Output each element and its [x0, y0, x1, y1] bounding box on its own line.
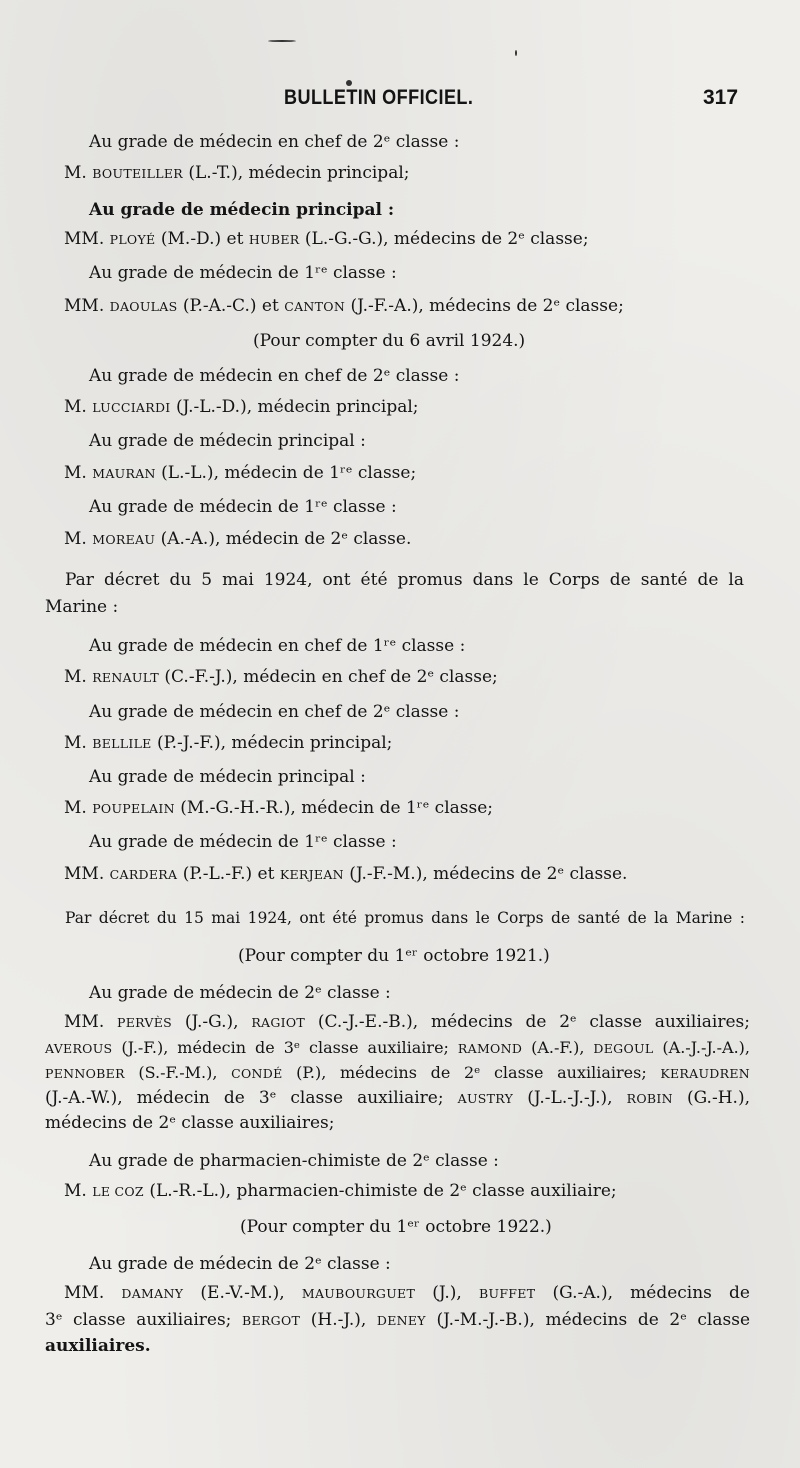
- grade-heading: Au grade de médecin de 1ʳᵉ classe :: [89, 263, 397, 283]
- surname: PENNOBER: [45, 1066, 125, 1081]
- grade-heading: Au grade de pharmacien-chimiste de 2ᵉ classe :: [89, 1151, 499, 1171]
- effective-date: (Pour compter du 1ᵉʳ octobre 1921.): [238, 946, 550, 966]
- surname: POUPELAIN: [92, 801, 175, 816]
- page-header: [0, 86, 800, 116]
- nomination-detail: (J.-G.),: [172, 1012, 252, 1032]
- grade-heading: Au grade de médecin de 1ʳᵉ classe :: [89, 832, 397, 852]
- nomination-line: [64, 1283, 750, 1304]
- effective-date: (Pour compter du 6 avril 1924.): [253, 331, 526, 351]
- nomination-detail: (S.-F.-M.),: [124, 1063, 232, 1082]
- nomination-detail: (L.-R.-L.), pharmacien-chimiste de 2ᵉ classe auxiliaire;: [143, 1181, 617, 1201]
- surname: CANTON: [284, 299, 346, 314]
- nomination-line: [64, 397, 419, 418]
- nomination-detail: (J.-F.-A.), médecins de 2ᵉ classe;: [345, 296, 624, 316]
- prefix: M.: [64, 798, 93, 818]
- nomination-detail: 3ᵉ classe auxiliaires;: [45, 1310, 243, 1330]
- grade-heading: Au grade de médecin de 2ᵉ classe :: [89, 983, 391, 1003]
- grade-heading: Au grade de médecin de 2ᵉ classe :: [89, 1254, 391, 1274]
- grade-heading: Au grade de médecin en chef de 2ᵉ classe :: [89, 132, 460, 152]
- nomination-line: [64, 1012, 750, 1033]
- grade-heading: Au grade de médecin principal :: [89, 200, 395, 220]
- nomination-detail: (L.-L.), médecin de 1ʳᵉ classe;: [155, 463, 417, 483]
- decree-paragraph: Marine :: [45, 597, 119, 617]
- nomination-detail: (J.-L.-J.-J.),: [513, 1088, 627, 1108]
- nomination-line: [64, 296, 624, 317]
- prefix: M.: [64, 463, 93, 483]
- prefix: M.: [64, 397, 93, 417]
- surname: DAMANY: [121, 1286, 184, 1301]
- nomination-detail: (L.-T.), médecin principal;: [182, 163, 410, 183]
- nomination-line: [64, 667, 498, 688]
- nomination-detail: (P.), médecins de 2ᵉ classe auxiliaires;: [282, 1063, 661, 1082]
- scan-speck: [268, 40, 296, 42]
- effective-date: (Pour compter du 1ᵉʳ octobre 1922.): [240, 1217, 552, 1237]
- prefix: MM.: [64, 1283, 122, 1303]
- nomination-detail: (P.-J.-F.), médecin principal;: [151, 733, 393, 753]
- nomination-line: médecins de 2ᵉ classe auxiliaires;: [45, 1113, 335, 1133]
- nomination-line: [64, 733, 392, 754]
- nomination-detail: (A.-J.-J.-A.),: [653, 1038, 750, 1057]
- nomination-line: [64, 229, 589, 250]
- surname: AVEROUS: [45, 1041, 113, 1056]
- nomination-detail: (J.-F.), médecin de 3ᵉ classe auxiliaire;: [112, 1038, 458, 1057]
- surname: DENEY: [376, 1313, 426, 1328]
- surname: MOREAU: [92, 532, 156, 547]
- surname: DAOULAS: [109, 299, 178, 314]
- nomination-line: [64, 798, 493, 819]
- prefix: MM.: [64, 296, 110, 316]
- nomination-detail: (H.-J.),: [300, 1310, 377, 1330]
- grade-heading: Au grade de médecin principal :: [89, 767, 366, 787]
- nomination-line: auxiliaires.: [45, 1336, 151, 1356]
- nomination-line: [64, 864, 627, 885]
- grade-heading: Au grade de médecin en chef de 2ᵉ classe :: [89, 702, 460, 722]
- nomination-line: [45, 1038, 750, 1059]
- scan-speck: [515, 50, 517, 56]
- surname: LE COZ: [92, 1184, 144, 1199]
- surname: MAUBOURGUET: [301, 1286, 416, 1301]
- surname: AUSTRY: [457, 1091, 514, 1106]
- decree-paragraph: Par décret du 5 mai 1924, ont été promus dans le Corps de santé de la: [65, 570, 744, 590]
- nomination-detail: (M.-G.-H.-R.), médecin de 1ʳᵉ classe;: [174, 798, 494, 818]
- nomination-line: [64, 463, 416, 484]
- prefix: MM.: [64, 1012, 118, 1032]
- nomination-detail: (G.-H.),: [672, 1088, 750, 1108]
- prefix: M.: [64, 529, 93, 549]
- nomination-line: [45, 1310, 750, 1331]
- prefix: M.: [64, 163, 93, 183]
- nomination-detail: (P.-A.-C.) et: [177, 296, 285, 316]
- prefix: MM.: [64, 864, 110, 884]
- page-number: 317: [703, 86, 739, 109]
- nomination-detail: (J.-A.-W.), médecin de 3ᵉ classe auxiliaire;: [45, 1088, 458, 1108]
- surname: RAGIOT: [251, 1015, 306, 1030]
- nomination-line: [45, 1063, 750, 1084]
- surname: HUBER: [248, 232, 300, 247]
- surname: BERGOT: [242, 1313, 301, 1328]
- nomination-detail: (E.-V.-M.),: [183, 1283, 302, 1303]
- surname: PERVÈS: [117, 1015, 173, 1030]
- surname: RAMOND: [457, 1041, 523, 1056]
- surname: BUFFET: [479, 1286, 536, 1301]
- nomination-detail: (J.-F.-M.), médecins de 2ᵉ classe.: [343, 864, 628, 884]
- nomination-line: [64, 163, 410, 184]
- nomination-detail: (C.-F.-J.), médecin en chef de 2ᵉ classe;: [158, 667, 498, 687]
- prefix: M.: [64, 667, 93, 687]
- surname: KERJEAN: [279, 867, 344, 882]
- surname: BELLILE: [92, 736, 152, 751]
- nomination-detail: (J.-M.-J.-B.), médecins de 2ᵉ classe: [425, 1310, 751, 1330]
- nomination-detail: (G.-A.), médecins de: [535, 1283, 750, 1303]
- grade-heading: Au grade de médecin en chef de 1ʳᵉ classe :: [89, 636, 466, 656]
- nomination-line: [45, 1088, 750, 1109]
- surname: CONDÉ: [231, 1066, 283, 1081]
- grade-heading: Au grade de médecin en chef de 2ᵉ classe :: [89, 366, 460, 386]
- decree-paragraph: Par décret du 15 mai 1924, ont été promus dans le Corps de santé de la Marine :: [65, 909, 745, 927]
- surname: DEGOUL: [593, 1041, 654, 1056]
- nomination-line: [64, 529, 411, 550]
- running-title: BULLETIN OFFICIEL.: [284, 86, 474, 109]
- surname: BOUTEILLER: [92, 166, 183, 181]
- grade-heading: Au grade de médecin de 1ʳᵉ classe :: [89, 497, 397, 517]
- surname: LUCCIARDI: [92, 400, 171, 415]
- nomination-detail: (A.-A.), médecin de 2ᵉ classe.: [155, 529, 412, 549]
- nomination-detail: (M.-D.) et: [155, 229, 249, 249]
- grade-heading: Au grade de médecin principal :: [89, 431, 366, 451]
- nomination-detail: (L.-G.-G.), médecins de 2ᵉ classe;: [299, 229, 589, 249]
- nomination-detail: (C.-J.-E.-B.), médecins de 2ᵉ classe auxiliaires;: [305, 1012, 750, 1032]
- surname: KERAUDREN: [660, 1066, 750, 1081]
- nomination-detail: (J.-L.-D.), médecin principal;: [170, 397, 419, 417]
- surname: CARDERA: [109, 867, 178, 882]
- prefix: M.: [64, 1181, 93, 1201]
- prefix: MM.: [64, 229, 110, 249]
- nomination-detail: (A.-F.),: [522, 1038, 594, 1057]
- nomination-line: [64, 1181, 617, 1202]
- surname: RENAULT: [92, 670, 159, 685]
- surname: ROBIN: [626, 1091, 673, 1106]
- prefix: M.: [64, 733, 93, 753]
- surname: MAURAN: [92, 466, 156, 481]
- nomination-detail: (J.),: [415, 1283, 479, 1303]
- surname: PLOYÉ: [109, 232, 156, 247]
- nomination-detail: (P.-L.-F.) et: [177, 864, 280, 884]
